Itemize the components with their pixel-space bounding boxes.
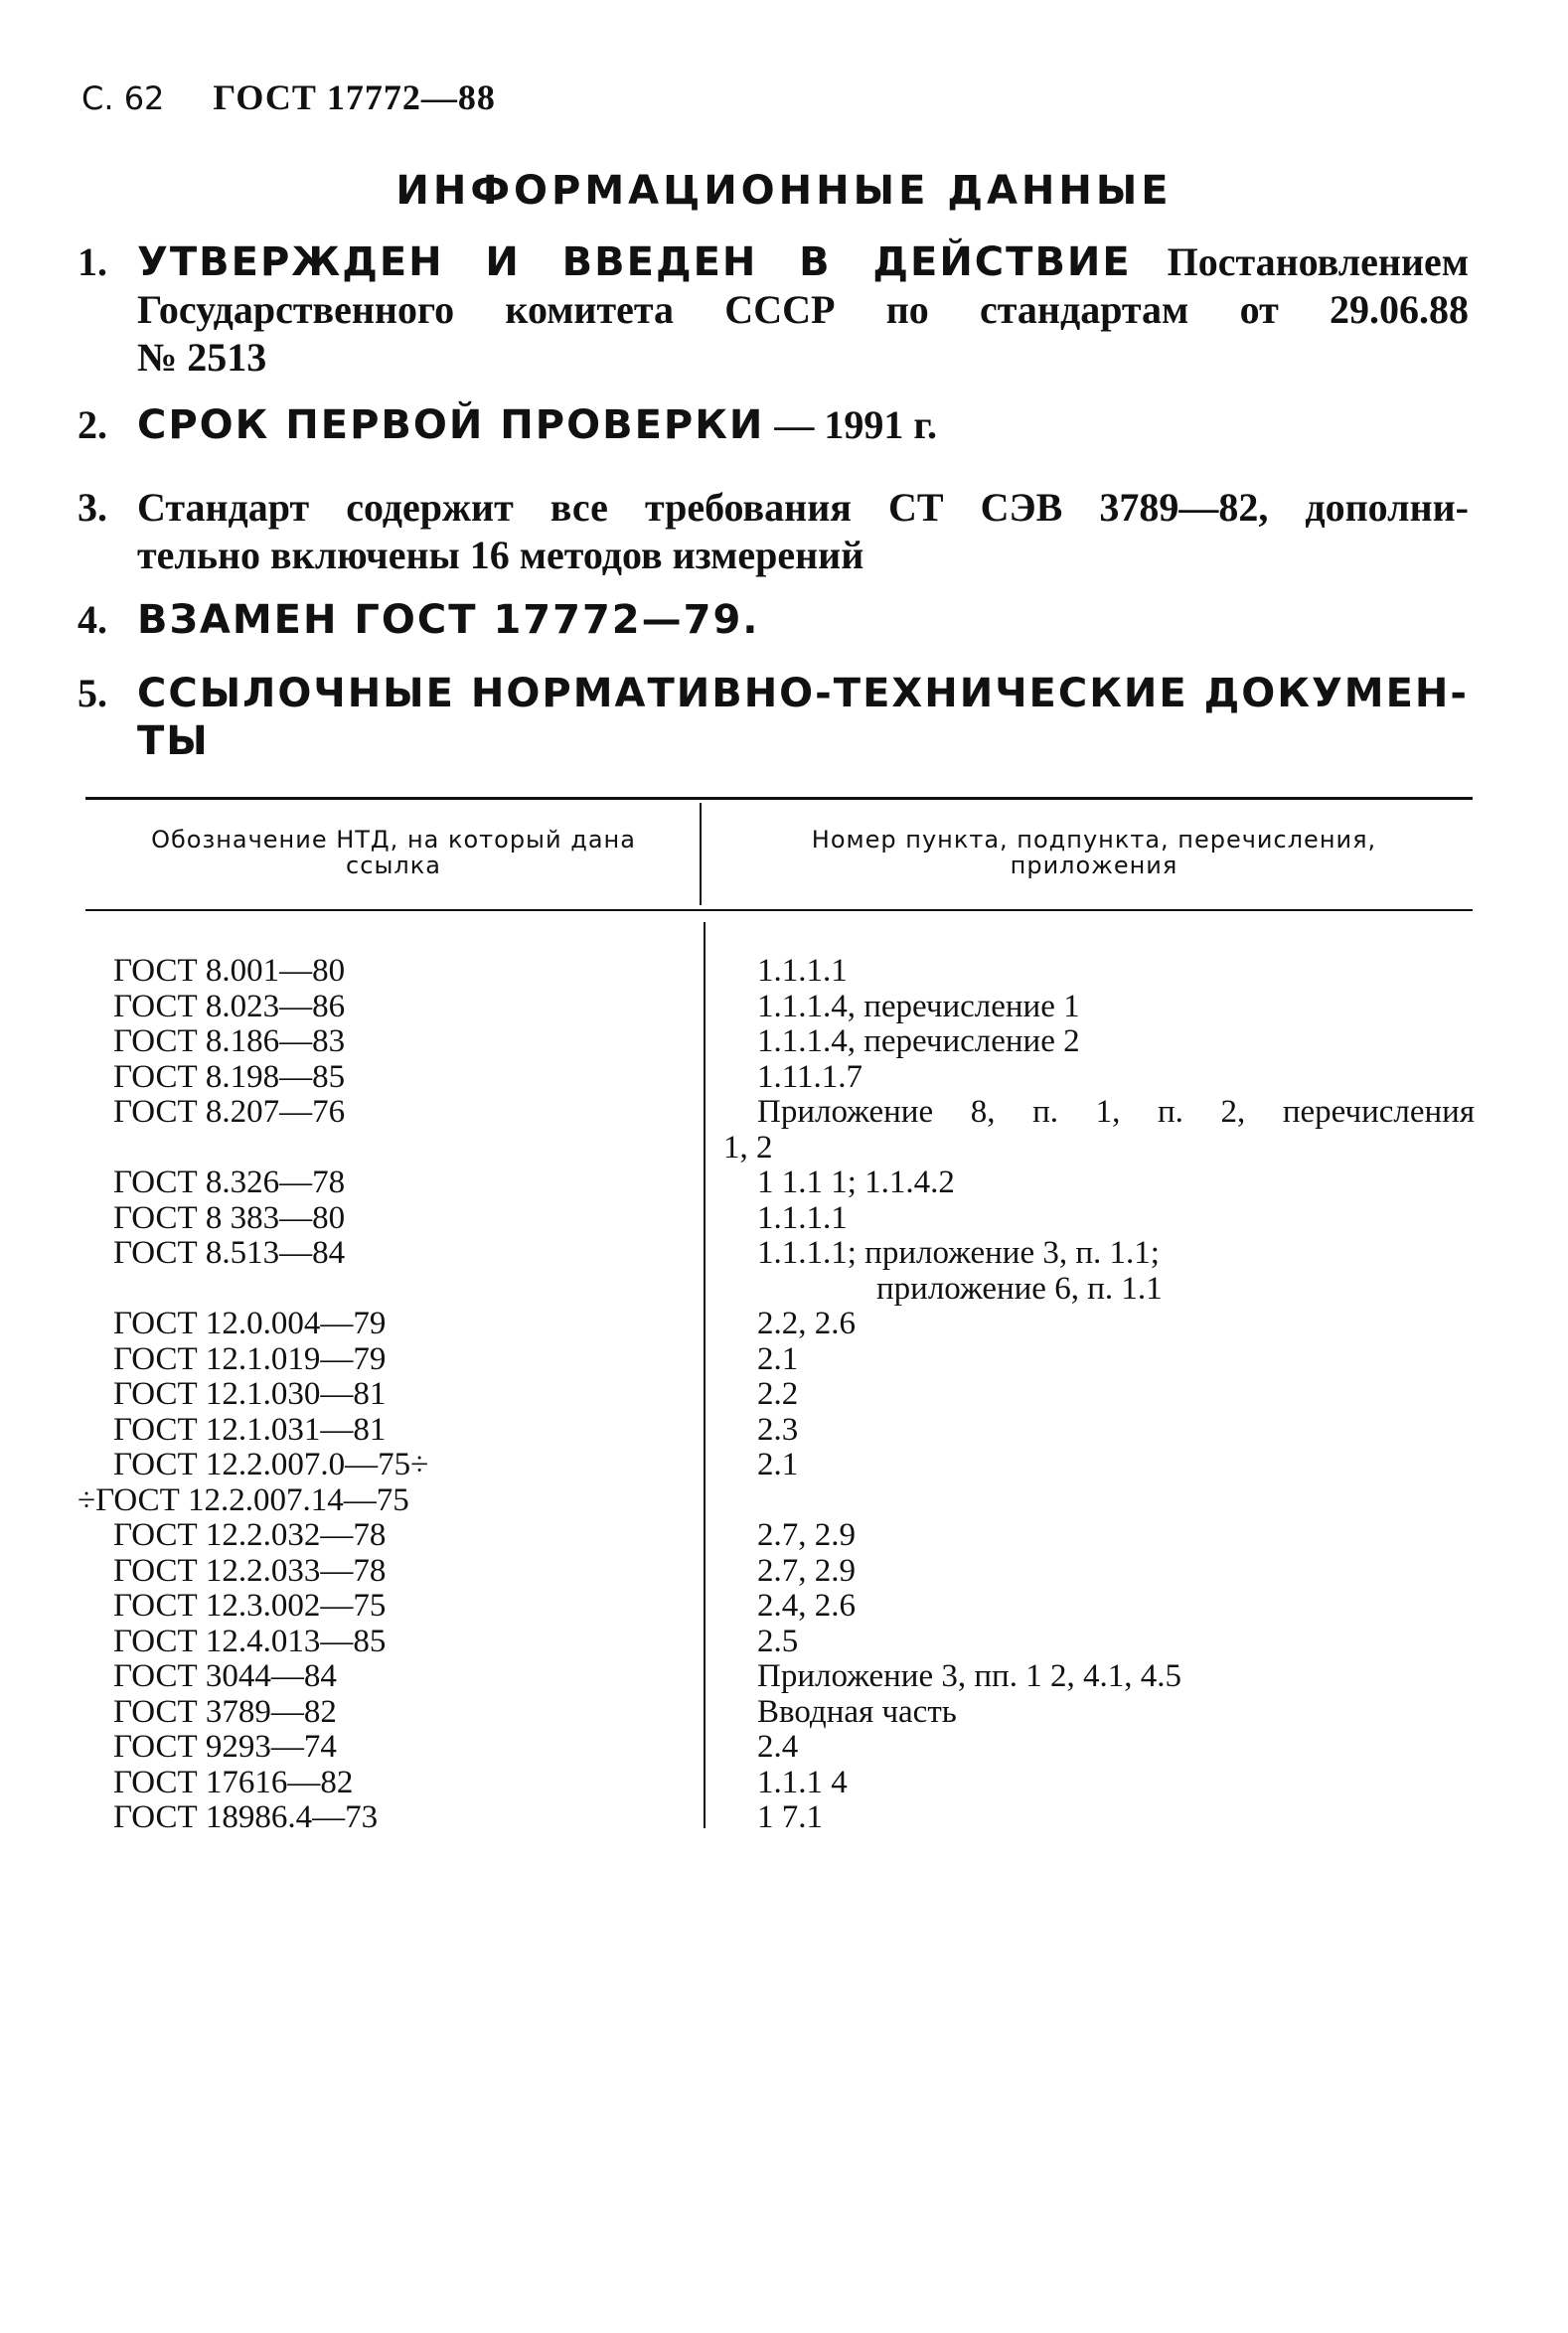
table-cell-reference: 2.2 xyxy=(757,1376,799,1412)
info-item-3 xyxy=(78,484,1469,579)
table-header-right xyxy=(711,827,1477,878)
item-number: 1. xyxy=(78,239,107,284)
table-cell-reference: Вводная часть xyxy=(757,1693,957,1730)
table-cell-designation: ГОСТ 12.2.032—78 xyxy=(113,1517,387,1553)
item-text: тельно включены 16 методов измерений xyxy=(137,533,864,577)
table-cell-reference: Приложение 3, пп. 1 2, 4.1, 4.5 xyxy=(757,1658,1181,1694)
item-lead: ССЫЛОЧНЫЕ НОРМАТИВНО-ТЕХНИЧЕСКИЕ ДОКУМЕН- xyxy=(137,671,1469,716)
header-text: приложения xyxy=(1010,852,1178,879)
item-number: 4. xyxy=(78,597,107,642)
table-cell-designation: ГОСТ 8.513—84 xyxy=(113,1235,346,1271)
item-lead: СРОК ПЕРВОЙ ПРОВЕРКИ xyxy=(137,402,765,448)
table-cell-reference: 1, 2 xyxy=(723,1129,773,1166)
table-cell-reference: 2.3 xyxy=(757,1411,799,1448)
info-item-5 xyxy=(78,670,1469,765)
table-header-left xyxy=(95,827,692,878)
table-cell-reference: 1 1.1 1; 1.1.4.2 xyxy=(757,1165,955,1200)
item-text: Стандарт содержит все требования СТ СЭВ 3789—82, дополни- xyxy=(137,485,1469,530)
table-column-designation xyxy=(78,953,690,1836)
table-cell-reference: Приложение 8, п. 1, п. 2, перечисления xyxy=(757,1094,1475,1130)
item-number: 3. xyxy=(78,485,107,530)
table-cell-reference: 1.1.1.1 xyxy=(757,953,848,989)
table-cell-reference: 2.2, 2.6 xyxy=(757,1306,856,1341)
table-cell-designation: ГОСТ 12.0.004—79 xyxy=(113,1306,387,1341)
table-cell-designation: ГОСТ 8.001—80 xyxy=(113,953,346,989)
table-cell-reference: 2.1 xyxy=(757,1340,799,1377)
table-cell-designation: ГОСТ 8 383—80 xyxy=(113,1199,346,1236)
info-item-2 xyxy=(78,401,1469,449)
table-cell-reference: 1.1.1 4 xyxy=(757,1764,848,1800)
table-header-rule xyxy=(85,909,1473,911)
table-cell-designation: ГОСТ 12.4.013—85 xyxy=(113,1623,387,1659)
info-item-1 xyxy=(78,238,1469,382)
table-cell-designation: ГОСТ 9293—74 xyxy=(113,1729,337,1765)
table-cell-reference: 2.5 xyxy=(757,1623,799,1659)
header-text: Номер пункта, подпункта, перечисления, xyxy=(811,826,1377,854)
table-cell-designation: ГОСТ 3789—82 xyxy=(113,1693,337,1730)
table-cell-designation: ГОСТ 12.2.033—78 xyxy=(113,1552,387,1589)
table-cell-designation: ÷ГОСТ 12.2.007.14—75 xyxy=(78,1481,409,1518)
item-text: Постановлением xyxy=(1167,239,1469,284)
table-cell-reference: 2.1 xyxy=(757,1447,799,1482)
table-cell-designation: ГОСТ 17616—82 xyxy=(113,1764,354,1800)
table-cell-reference: 1.1.1.4, перечисление 1 xyxy=(757,988,1080,1024)
table-cell-designation xyxy=(113,1131,690,1166)
item-text: — 1991 г. xyxy=(774,402,938,447)
page-number: С. 62 xyxy=(81,79,165,117)
header-text: ссылка xyxy=(346,852,441,879)
info-item-4 xyxy=(78,596,1469,644)
item-lead: ВЗАМЕН ГОСТ 17772—79. xyxy=(137,597,760,643)
table-cell-reference: 1 7.1 xyxy=(757,1799,823,1835)
table-cell-reference: 2.7, 2.9 xyxy=(757,1517,856,1553)
table-column-references xyxy=(723,953,1475,1836)
table-cell-reference: 1.11.1.7 xyxy=(757,1058,863,1095)
item-text: Государственного комитета СССР по стандартам от 29.06.88 xyxy=(137,287,1469,332)
table-header-divider xyxy=(700,803,702,905)
table-cell-reference: приложение 6, п. 1.1 xyxy=(876,1270,1163,1307)
table-cell-designation: ГОСТ 12.3.002—75 xyxy=(113,1588,387,1624)
table-cell-reference: 2.7, 2.9 xyxy=(757,1552,856,1589)
table-cell-designation: ГОСТ 3044—84 xyxy=(113,1658,337,1694)
table-body-divider xyxy=(704,922,706,1828)
item-text: № 2513 xyxy=(137,335,267,380)
table-cell-reference: 1.1.1.4, перечисление 2 xyxy=(757,1023,1080,1059)
running-header xyxy=(81,78,496,118)
table-cell-designation: ГОСТ 8.207—76 xyxy=(113,1094,346,1130)
table-cell-reference: 1.1.1.1 xyxy=(757,1199,848,1236)
table-cell-designation: ГОСТ 8.326—78 xyxy=(113,1165,346,1200)
table-cell-designation: ГОСТ 12.1.030—81 xyxy=(113,1376,387,1412)
table-cell-designation: ГОСТ 12.1.019—79 xyxy=(113,1340,387,1377)
item-lead: УТВЕРЖДЕН И ВВЕДЕН В ДЕЙСТВИЕ xyxy=(137,239,1132,285)
item-number: 5. xyxy=(78,671,107,715)
table-cell-reference: 2.4 xyxy=(757,1729,799,1765)
table-cell-designation: ГОСТ 12.2.007.0—75÷ xyxy=(113,1447,429,1482)
standard-designation: ГОСТ 17772—88 xyxy=(213,78,496,117)
table-top-rule xyxy=(85,797,1473,800)
page-title: ИНФОРМАЦИОННЫЕ ДАННЫЕ xyxy=(395,168,1173,214)
table-cell-designation: ГОСТ 8.186—83 xyxy=(113,1023,346,1059)
table-cell-designation: ГОСТ 18986.4—73 xyxy=(113,1799,379,1835)
table-cell-reference: 2.4, 2.6 xyxy=(757,1588,856,1624)
header-text: Обозначение НТД, на который дана xyxy=(151,826,636,854)
table-cell-designation: ГОСТ 12.1.031—81 xyxy=(113,1411,387,1448)
table-cell-designation: ГОСТ 8.023—86 xyxy=(113,988,346,1024)
table-cell-designation: ГОСТ 8.198—85 xyxy=(113,1058,346,1095)
table-cell-reference: 1.1.1.1; приложение 3, п. 1.1; xyxy=(757,1235,1160,1271)
table-cell-reference xyxy=(757,1483,1475,1519)
item-lead: ТЫ xyxy=(137,718,210,764)
table-cell-designation xyxy=(113,1272,690,1308)
item-number: 2. xyxy=(78,402,107,447)
